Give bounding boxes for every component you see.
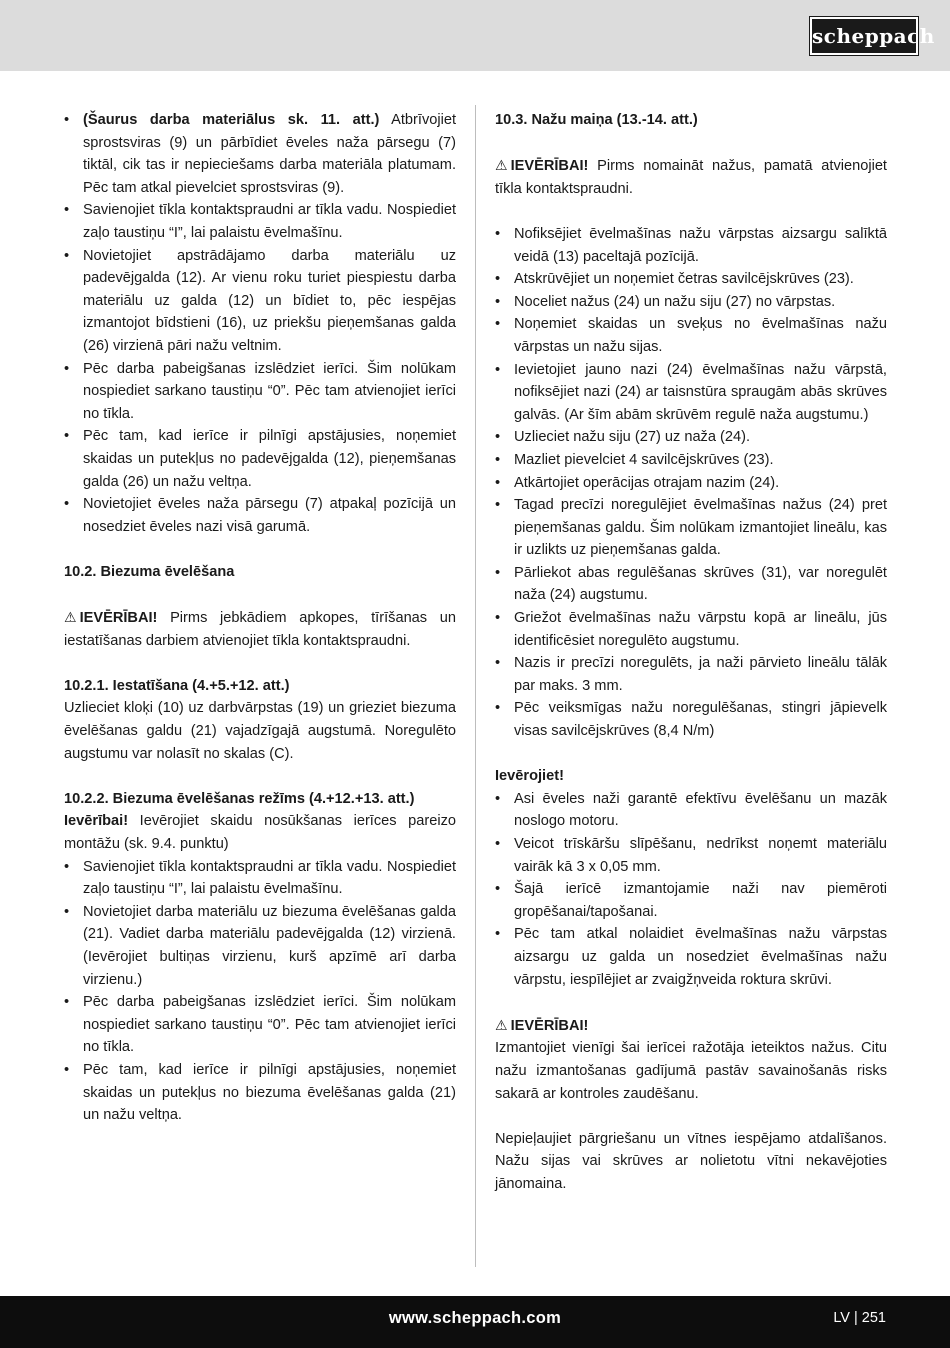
header-bar <box>0 0 950 71</box>
list-item: • Novietojiet darba materiālu uz biezuma ēvelēšanas galda (21). Vadiet darba materiālu padevējgalda (12) virzienā. (Ievērojiet bultiņas virzienu, kurš apzīmē arī darba virzienu.) <box>64 901 456 991</box>
list-item: • Asi ēveles naži garantē efektīvu ēvelēšanu un mazāk noslogo motoru. <box>495 788 887 833</box>
note-label: Ievērībai! <box>64 813 129 830</box>
warning-label: IEVĒRĪBAI! <box>510 158 589 175</box>
list-item: • Novietojiet ēveles naža pārsegu (7) atpakaļ pozīcijā un nosedziet ēveles nazi visā garumā. <box>64 493 456 538</box>
list-item: • Pēc tam, kad ierīce ir pilnīgi apstājusies, noņemiet skaidas un putekļus no biezuma ēvelēšanas galda (21) un nažu veltņa. <box>64 1059 456 1127</box>
warning-icon: ⚠ <box>495 1016 508 1033</box>
list-item: • Veicot trīskāršu slīpēšanu, nedrīkst noņemt materiālu vairāk kā 3 x 0,05 mm. <box>495 833 887 878</box>
warning-text: Pirms nomaināt nažus, pamatā atvienojiet tīkla kontaktspraudni. <box>495 158 887 197</box>
footer-bar <box>0 1296 950 1348</box>
list-item: • Pēc tam, kad ierīce ir pilnīgi apstājusies, noņemiet skaidas un putekļus no padevējgalda (12), pieņemšanas galda (26) un nažu veltņa. <box>64 425 456 493</box>
list-item: • Atskrūvējiet un noņemiet četras savilcējskrūves (23). <box>495 268 887 291</box>
closing-paragraph: Nepieļaujiet pārgriešanu un vītnes iespējamo atdalīšanos. Nažu sijas vai skrūves ar nolietotu vītni nekavējoties jānomaina. <box>495 1130 887 1192</box>
warning-label: IEVĒRĪBAI! <box>510 1017 589 1034</box>
list-item: • Novietojiet apstrādājamo darba materiālu uz padevējgalda (12). Ar vienu roku turiet piespiestu darba materiālu uz galda (12) un bīdiet to, pēc iespējas izmantojot bīdstieni (16), uz priekšu pieņemšanas galda (26) virzienā pāri nažu veltnim. <box>64 245 456 358</box>
left-column <box>64 109 456 1127</box>
list-item: • Griežot ēvelmašīnas nažu vārpstu kopā ar lineālu, jūs identificēsiet noregulēto augstumu. <box>495 607 887 652</box>
knife-change-bullet-list <box>495 223 887 743</box>
note-paragraph <box>64 810 456 855</box>
list-item <box>64 109 456 199</box>
warning-label: IEVĒRĪBAI! <box>79 610 158 627</box>
warning-icon: ⚠ <box>64 609 77 626</box>
list-item: • Pēc darba pabeigšanas izslēdziet ierīci. Šim nolūkam nospiediet sarkano taustiņu “0”. Pēc tam atvienojiet ierīci no tīkla. <box>64 991 456 1059</box>
note-heading: Ievērojiet! <box>495 768 564 785</box>
warning-paragraph <box>64 606 456 652</box>
intro-bullet-list <box>64 109 456 538</box>
warning-text: Pirms jebkādiem apkopes, tīrīšanas un iestatīšanas darbiem atvienojiet tīkla kontaktspraudni. <box>64 610 456 649</box>
list-item: • Savienojiet tīkla kontaktspraudni ar tīkla vadu. Nospiediet zaļo taustiņu “I”, lai palaistu ēvelmašīnu. <box>64 199 456 244</box>
subsection-text: Uzlieciet kloķi (10) uz darbvārpstas (19) un grieziet biezuma ēvelēšanas galdu (21) vajadzīgajā augstumā. Noregulēto augstumu var nolasīt no skalas (C). <box>64 700 456 762</box>
scheppach-logo: scheppach <box>810 17 918 55</box>
list-item: • Nofiksējiet ēvelmašīnas nažu vārpstas aizsargu salīktā veidā (13) paceltajā pozīcijā. <box>495 223 887 268</box>
list-item: • Noņemiet skaidas un sveķus no ēvelmašīnas nažu vārpstas un nažu sijas. <box>495 313 887 358</box>
subsection-heading: 10.2.2. Biezuma ēvelēšanas režīms (4.+12.+13. att.) <box>64 790 415 807</box>
list-item: • Tagad precīzi noregulējiet ēvelmašīnas nažus (24) pret pieņemšanas galdu. Šim nolūkam izmantojiet lineālu, kas ir uzlikts uz pieņemšanas galda. <box>495 494 887 562</box>
list-item: • Pārliekot abas regulēšanas skrūves (31), var noregulēt naža (24) augstumu. <box>495 562 887 607</box>
list-item: • Savienojiet tīkla kontaktspraudni ar tīkla vadu. Nospiediet zaļo taustiņu “I”, lai palaistu ēvelmašīnu. <box>64 856 456 901</box>
warning-heading <box>495 1014 887 1038</box>
list-item: • Pēc veiksmīgas nažu noregulēšanas, stingri jāpievelk visas savilcējskrūves (8,4 N/m) <box>495 697 887 742</box>
list-item: • Ievietojiet jauno nazi (24) ēvelmašīnas nažu vārpstā, nofiksējiet nazi (24) ar taisnstūra spraugām abās skrūves galvās. (Ar šīm abām skrūvēm regulē naža augstumu.) <box>495 359 887 427</box>
list-item: • Pēc tam atkal nolaidiet ēvelmašīnas nažu vārpstas aizsargu uz galda un nosedziet ēvelmašīnas nažu vārpstu, iespīlējiet ar zvaigžņveida roktura skrūvi. <box>495 923 887 991</box>
list-item: • Mazliet pievelciet 4 savilcējskrūves (23). <box>495 449 887 472</box>
subsection-heading: 10.2.1. Iestatīšana (4.+5.+12. att.) <box>64 677 290 694</box>
bullet-bold-lead: (Šaurus darba materiālus sk. 11. att.) <box>83 112 380 128</box>
list-item: • Noceliet nažus (24) un nažu siju (27) no vārpstas. <box>495 291 887 314</box>
bullet-text: Atbrīvojiet sprostsviras (9) un pārbīdiet ēveles naža pārsegu (7) tiktāl, cik tas ir nepieciešams darba materiāla platumam. Pēc tam atkal pievelciet sprostsviras (9). <box>83 112 457 196</box>
website-link[interactable]: www.scheppach.com <box>388 1309 562 1327</box>
list-item: • Uzlieciet nažu siju (27) uz naža (24). <box>495 426 887 449</box>
section-heading: 10.3. Nažu maiņa (13.-14. att.) <box>495 112 698 128</box>
list-item: • Pēc darba pabeigšanas izslēdziet ierīci. Šim nolūkam nospiediet sarkano taustiņu “0”. Pēc tam atvienojiet ierīci no tīkla. <box>64 358 456 426</box>
warning-text: Izmantojiet vienīgi šai ierīcei ražotāja ieteiktos nažus. Citu nažu izmantošanas gadījumā pastāv savainošanās risks sakarā ar kontroles zaudēšanu. <box>495 1040 887 1102</box>
page-number: LV | 251 <box>833 1310 886 1326</box>
warning-icon: ⚠ <box>495 157 508 174</box>
warning-paragraph <box>495 154 887 200</box>
note-bullet-list <box>495 788 887 991</box>
section-heading: 10.2. Biezuma ēvelēšana <box>64 563 235 580</box>
list-item: • Šajā ierīcē izmantojamie naži nav piemēroti gropēšanai/tapošanai. <box>495 878 887 923</box>
note-text: Ievērojiet skaidu nosūkšanas ierīces pareizo montāžu (sk. 9.4. punktu) <box>64 813 456 852</box>
list-item: • Atkārtojiet operācijas otrajam nazim (24). <box>495 472 887 495</box>
list-item: • Nazis ir precīzi noregulēts, ja naži pārvieto lineālu tālāk par maks. 3 mm. <box>495 652 887 697</box>
thickness-bullet-list <box>64 856 456 1127</box>
column-divider <box>475 105 476 1267</box>
right-column <box>495 109 887 1196</box>
